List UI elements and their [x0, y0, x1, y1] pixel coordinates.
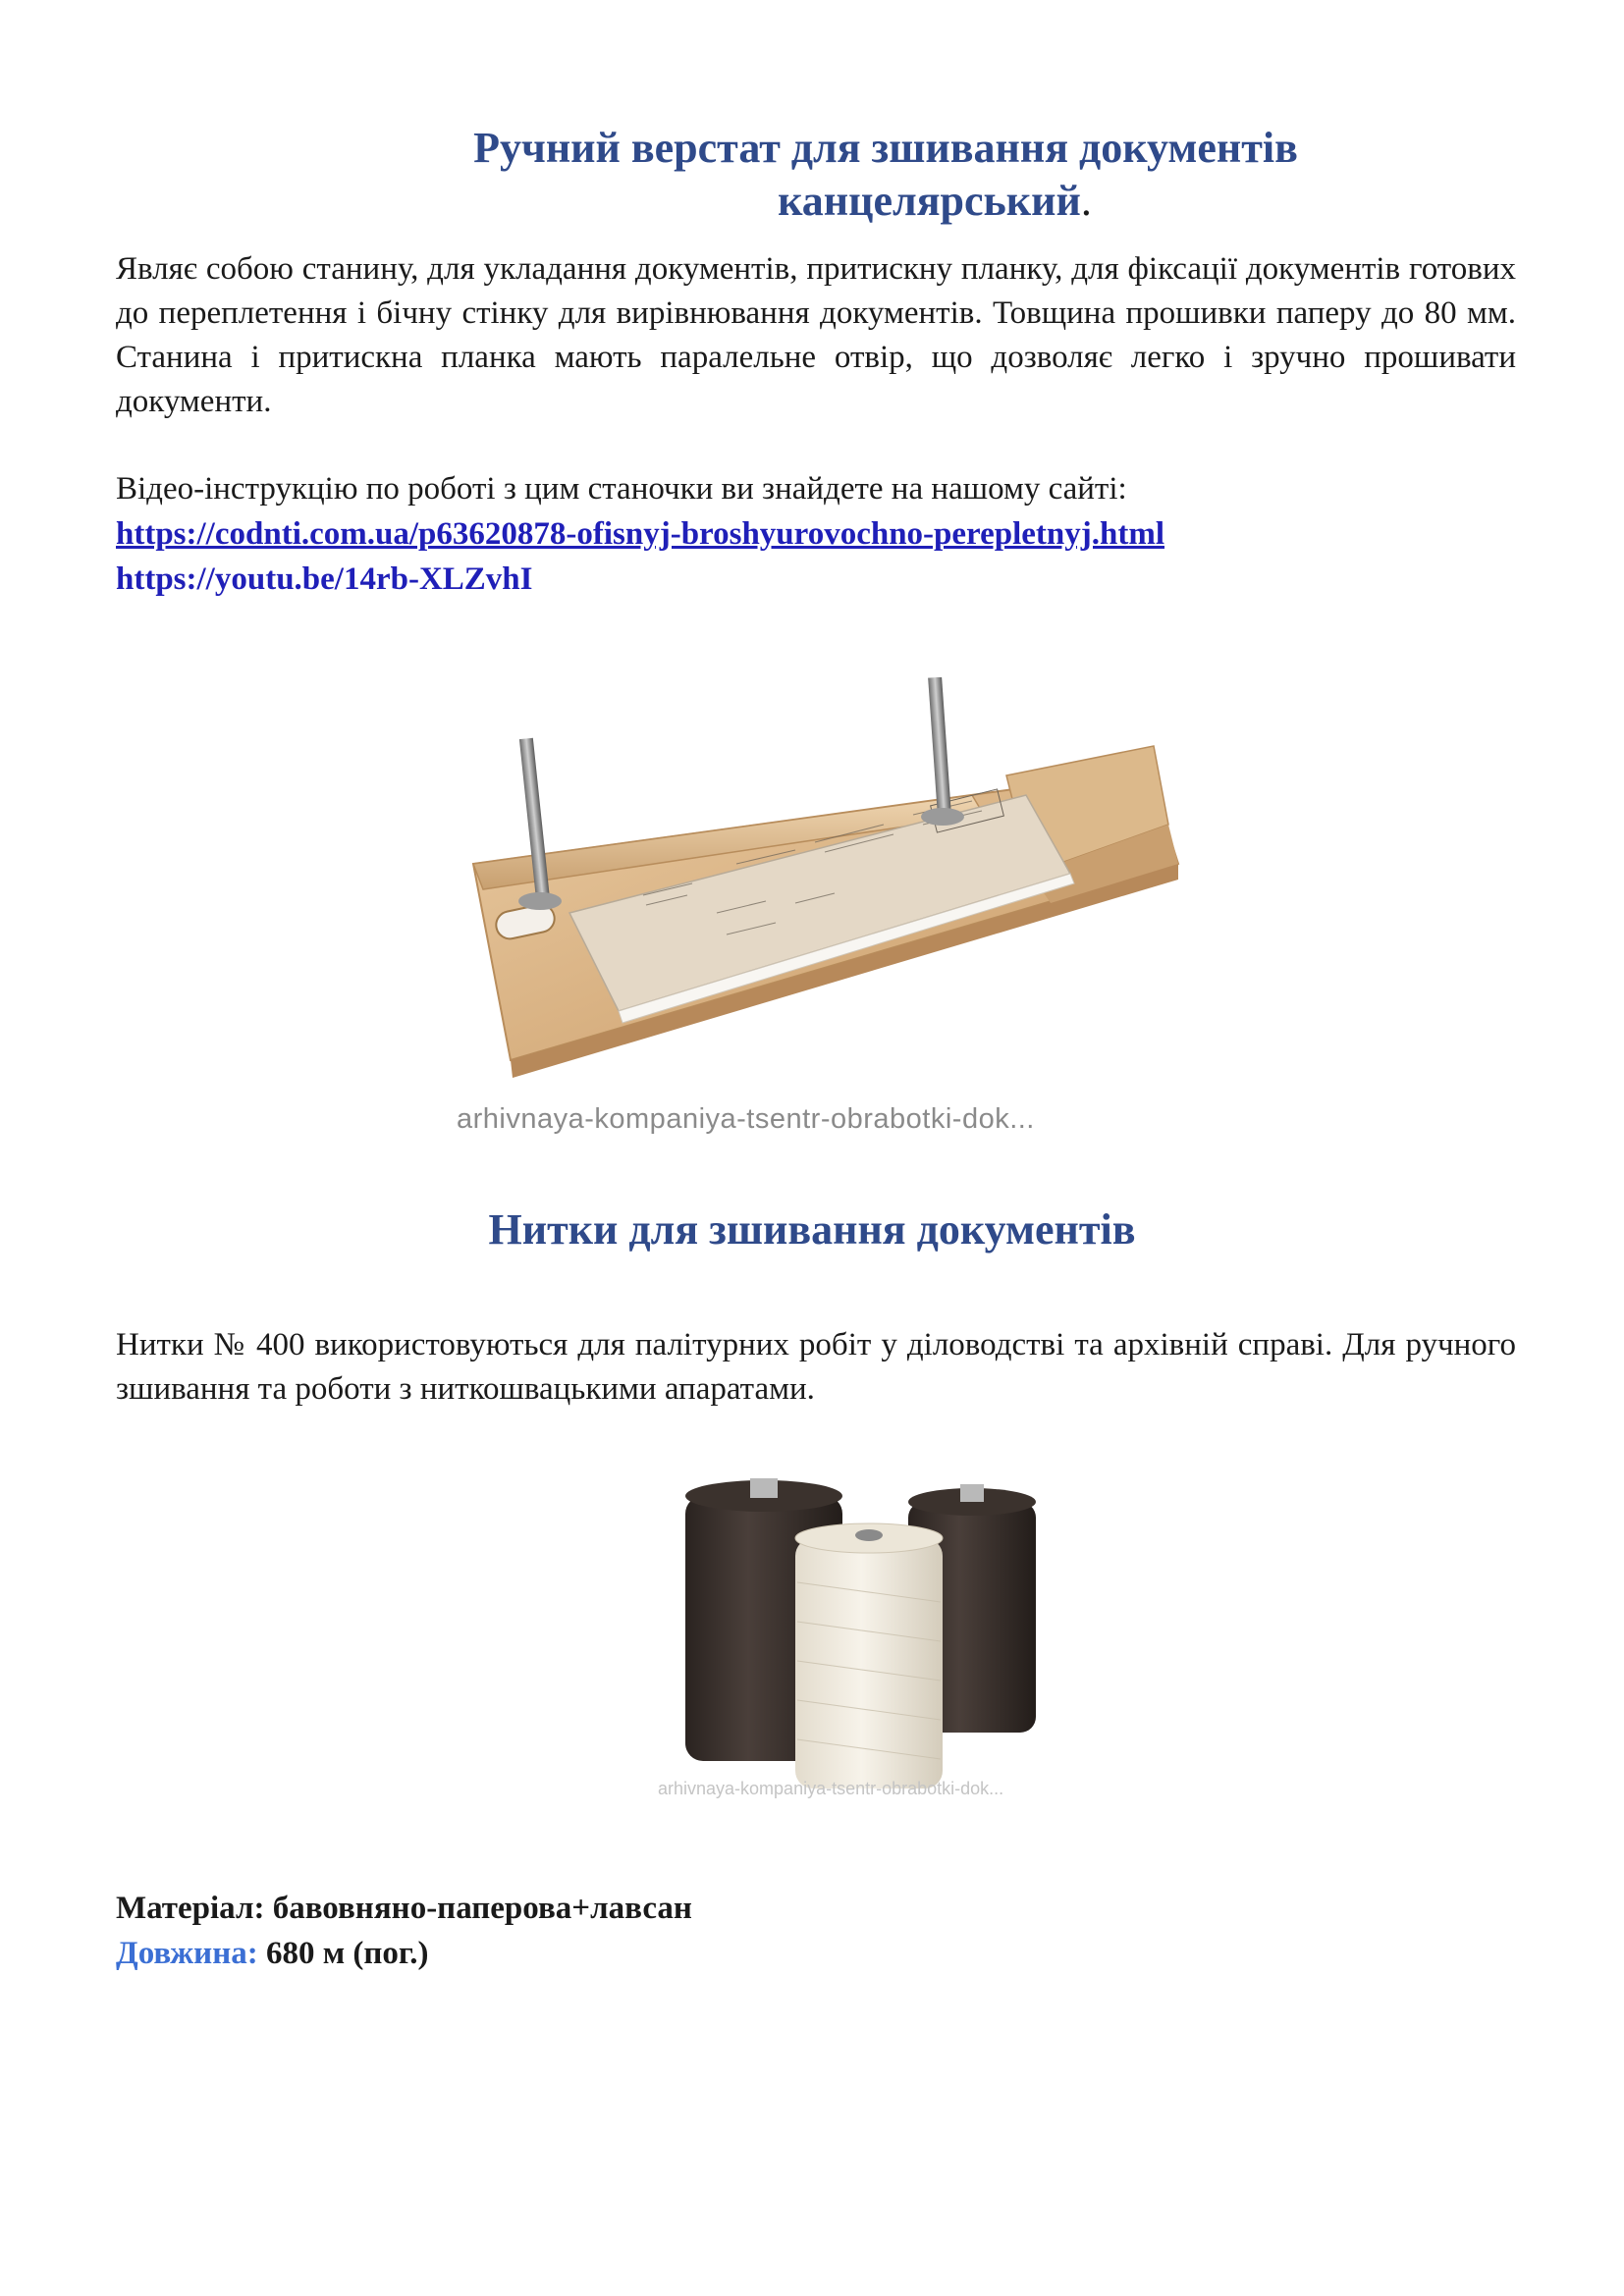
section-1-title-line-2-text: канцелярський — [778, 177, 1081, 225]
section-1-description: Являє собою станину, для укладання документів, притискну планку, для фіксації документів готових до переплетення і бічну стінку для вирівнювання документів. Товщина прошивки паперу до 80 мм. Станина і притискна планка мають паралельне отвір, що дозволяє легко і зручно прошивати документи. — [116, 251, 1516, 419]
length-spec — [116, 1932, 428, 1976]
section-2-description: Нитки № 400 використовуються для палітурних робіт у діловодстві та архівній справі. Для ручного зшивання та роботи з ниткошвацькими апаратами. — [116, 1327, 1516, 1407]
length-label: Довжина: — [116, 1936, 258, 1971]
youtube-link[interactable]: https://youtu.be/14rb-XLZvhI — [116, 561, 533, 597]
video-instruction-text: Відео-інструкцію по роботі з цим станочки ви знайдете на нашому сайті: — [116, 471, 1127, 507]
product-page-link[interactable]: https://codnti.com.ua/p63620878-ofisnyj-broshyurovochno-perepletnyj.html — [116, 516, 1164, 552]
section-1-title-line-1: Ручний верстат для зшивання документів — [473, 124, 1298, 172]
section-2-title: Нитки для зшивання документів — [488, 1205, 1136, 1254]
thread-spools-image — [648, 1474, 1080, 1798]
section-1-title — [0, 122, 1624, 228]
section-1-title-line-2 — [0, 175, 1624, 228]
length-value: 680 м (пог.) — [257, 1936, 429, 1971]
thread-spools-image-caption: arhivnaya-kompaniya-tsentr-obrabotki-dok... — [658, 1779, 1004, 1798]
section-1-title-dot: . — [1080, 177, 1092, 225]
material-spec: Матеріал: бавовняно-паперова+лавсан — [116, 1891, 692, 1926]
sewing-press-image-caption: arhivnaya-kompaniya-tsentr-obrabotki-dok... — [457, 1103, 1035, 1135]
sewing-press-image — [422, 677, 1237, 1148]
